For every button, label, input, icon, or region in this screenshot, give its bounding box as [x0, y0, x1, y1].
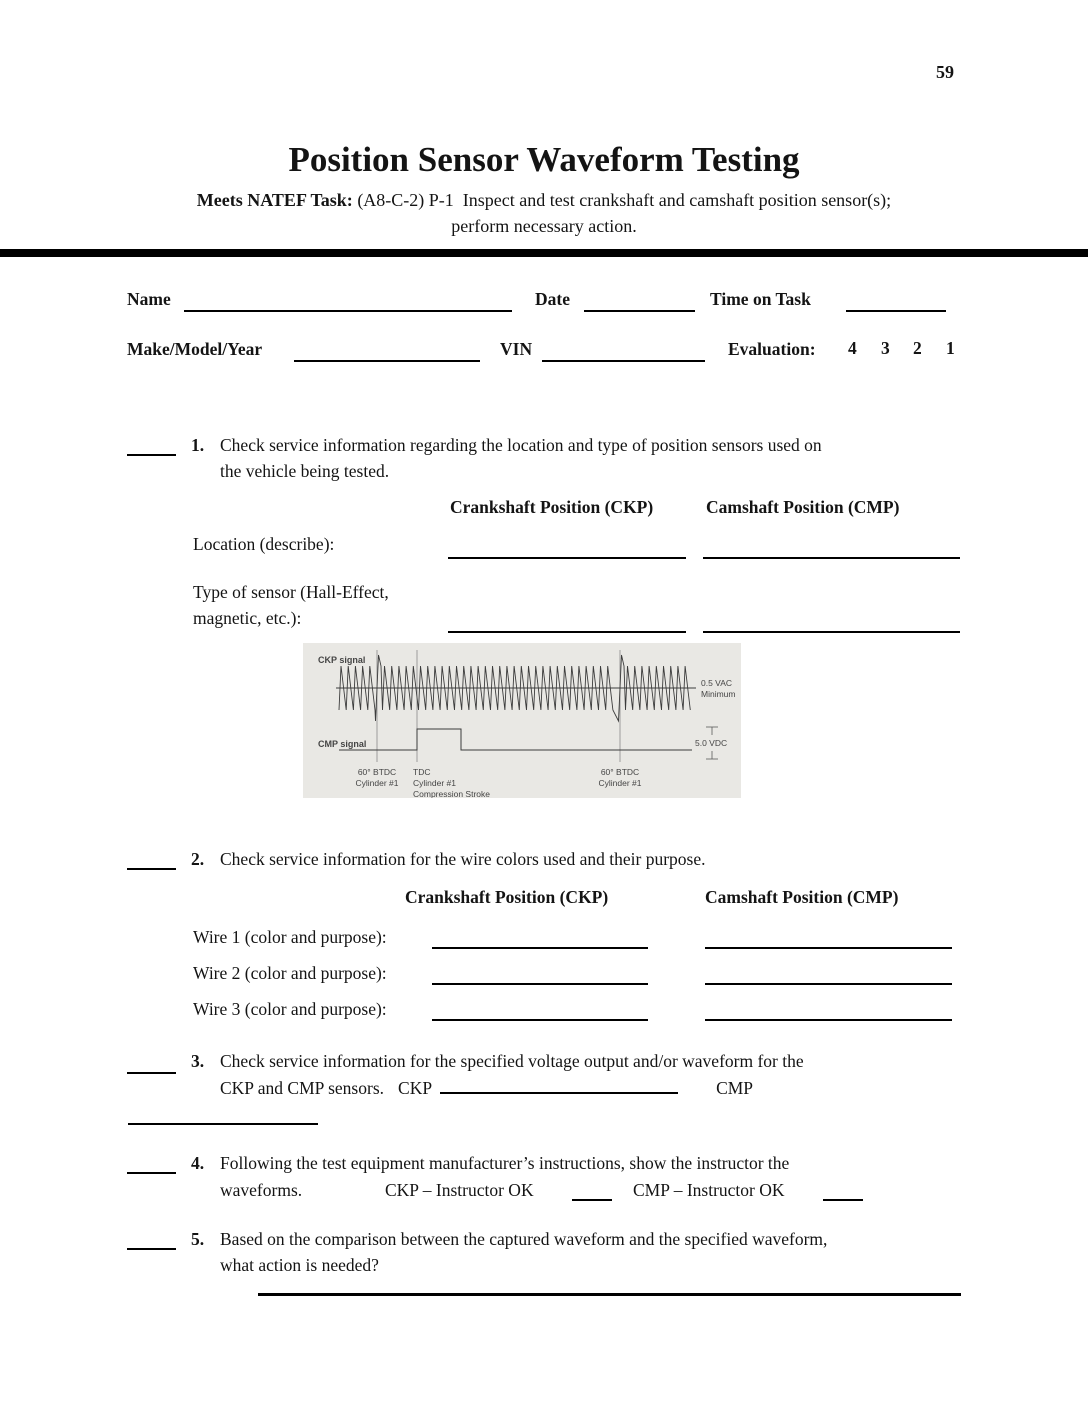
sensor-type-label-line2: magnetic, etc.):	[193, 608, 302, 628]
evaluation-label: Evaluation:	[728, 339, 816, 359]
svg-text:Cylinder #1: Cylinder #1	[598, 778, 642, 788]
header-divider	[0, 249, 1088, 257]
item1-grade-field[interactable]	[127, 440, 176, 456]
item4-waveforms-label: waveforms.	[220, 1180, 303, 1200]
item5-text-line1: Based on the comparison between the captured waveform and the specified waveform,	[220, 1229, 828, 1249]
svg-text:CKP signal: CKP signal	[318, 655, 366, 665]
name-label: Name	[127, 289, 171, 309]
item1-cmp-column-header: Camshaft Position (CMP)	[706, 497, 900, 517]
item4-cmp-ok-field[interactable]	[823, 1183, 863, 1201]
make-model-year-label: Make/Model/Year	[127, 339, 263, 359]
natef-task-line	[0, 188, 1088, 212]
item3-cmp-field[interactable]	[128, 1107, 318, 1125]
wire1-ckp-field[interactable]	[432, 928, 648, 949]
item2-number: 2.	[191, 849, 205, 869]
waveform-figure	[303, 643, 741, 798]
item4-number: 4.	[191, 1153, 205, 1173]
svg-text:60° BTDC: 60° BTDC	[600, 767, 640, 777]
svg-text:Cylinder #1: Cylinder #1	[355, 778, 399, 788]
item4-grade-field[interactable]	[127, 1158, 176, 1174]
wire1-label: Wire 1 (color and purpose):	[193, 927, 387, 947]
svg-text:60° BTDC: 60° BTDC	[357, 767, 397, 777]
svg-text:5.0 VDC: 5.0 VDC	[695, 738, 728, 748]
item5-answer-field[interactable]	[258, 1279, 961, 1296]
item4-ckp-ok-label: CKP – Instructor OK	[385, 1180, 534, 1200]
item5-number: 5.	[191, 1229, 205, 1249]
make-model-year-field[interactable]	[294, 340, 480, 362]
item3-number: 3.	[191, 1051, 205, 1071]
item4-cmp-ok-label: CMP – Instructor OK	[633, 1180, 785, 1200]
natef-task-line2: perform necessary action.	[451, 216, 637, 236]
wire1-cmp-field[interactable]	[705, 928, 952, 949]
time-on-task-field[interactable]	[846, 290, 946, 312]
sensor-type-label-line1: Type of sensor (Hall-Effect,	[193, 582, 389, 602]
item5-text-line2: what action is needed?	[220, 1255, 379, 1275]
item1-text-line2: the vehicle being tested.	[220, 461, 390, 481]
page-title: Position Sensor Waveform Testing	[288, 140, 800, 179]
svg-text:0.5 VAC: 0.5 VAC	[701, 678, 733, 688]
svg-text:Cylinder #1: Cylinder #1	[413, 778, 456, 788]
wire2-ckp-field[interactable]	[432, 964, 648, 985]
svg-text:CMP signal: CMP signal	[318, 739, 367, 749]
page-number: 59	[936, 62, 954, 82]
item5-grade-field[interactable]	[127, 1234, 176, 1250]
item4-ckp-ok-field[interactable]	[572, 1183, 612, 1201]
item3-ckp-label: CKP	[398, 1078, 433, 1098]
item1-text-line1: Check service information regarding the location and type of position sensors used on	[220, 435, 822, 455]
item3-grade-field[interactable]	[127, 1058, 176, 1074]
wire2-label: Wire 2 (color and purpose):	[193, 963, 387, 983]
sensor-type-ckp-field[interactable]	[448, 612, 686, 633]
wire3-label: Wire 3 (color and purpose):	[193, 999, 387, 1019]
location-label: Location (describe):	[193, 534, 335, 554]
item3-cmp-label: CMP	[716, 1078, 754, 1098]
item1-number: 1.	[191, 435, 205, 455]
wire2-cmp-field[interactable]	[705, 964, 952, 985]
vin-field[interactable]	[542, 340, 705, 362]
item3-ckp-field[interactable]	[440, 1092, 678, 1094]
item4-text-line1: Following the test equipment manufacturer’s instructions, show the instructor the	[220, 1153, 790, 1173]
natef-task-label: Meets NATEF Task:	[196, 190, 353, 210]
item3-line2-prefix: CKP and CMP sensors.	[220, 1078, 385, 1098]
item1-ckp-column-header: Crankshaft Position (CKP)	[450, 497, 654, 517]
wire3-ckp-field[interactable]	[432, 1000, 648, 1021]
date-field[interactable]	[584, 290, 695, 312]
item3-text-line2	[220, 1077, 753, 1099]
waveform-diagram	[303, 643, 741, 798]
item2-text: Check service information for the wire colors used and their purpose.	[220, 849, 706, 869]
location-ckp-field[interactable]	[448, 538, 686, 559]
wire3-cmp-field[interactable]	[705, 1000, 952, 1021]
item3-text-line1: Check service information for the specified voltage output and/or waveform for the	[220, 1051, 804, 1071]
natef-task-text: (A8-C-2) P-1 Inspect and test crankshaft and camshaft position sensor(s);	[352, 190, 892, 210]
sensor-type-cmp-field[interactable]	[703, 612, 960, 633]
svg-text:TDC: TDC	[413, 767, 431, 777]
vin-label: VIN	[500, 339, 533, 359]
name-field[interactable]	[184, 290, 512, 312]
svg-text:Minimum: Minimum	[701, 689, 736, 699]
evaluation-grade-3[interactable]: 3	[881, 338, 890, 358]
evaluation-grade-1[interactable]: 1	[946, 338, 955, 358]
svg-text:Compression Stroke: Compression Stroke	[413, 789, 491, 798]
evaluation-grade-4[interactable]: 4	[848, 338, 857, 358]
item2-ckp-column-header: Crankshaft Position (CKP)	[405, 887, 609, 907]
location-cmp-field[interactable]	[703, 538, 960, 559]
time-on-task-label: Time on Task	[710, 289, 811, 309]
evaluation-grade-2[interactable]: 2	[913, 338, 922, 358]
item2-grade-field[interactable]	[127, 854, 176, 870]
item2-cmp-column-header: Camshaft Position (CMP)	[705, 887, 899, 907]
date-label: Date	[535, 289, 570, 309]
